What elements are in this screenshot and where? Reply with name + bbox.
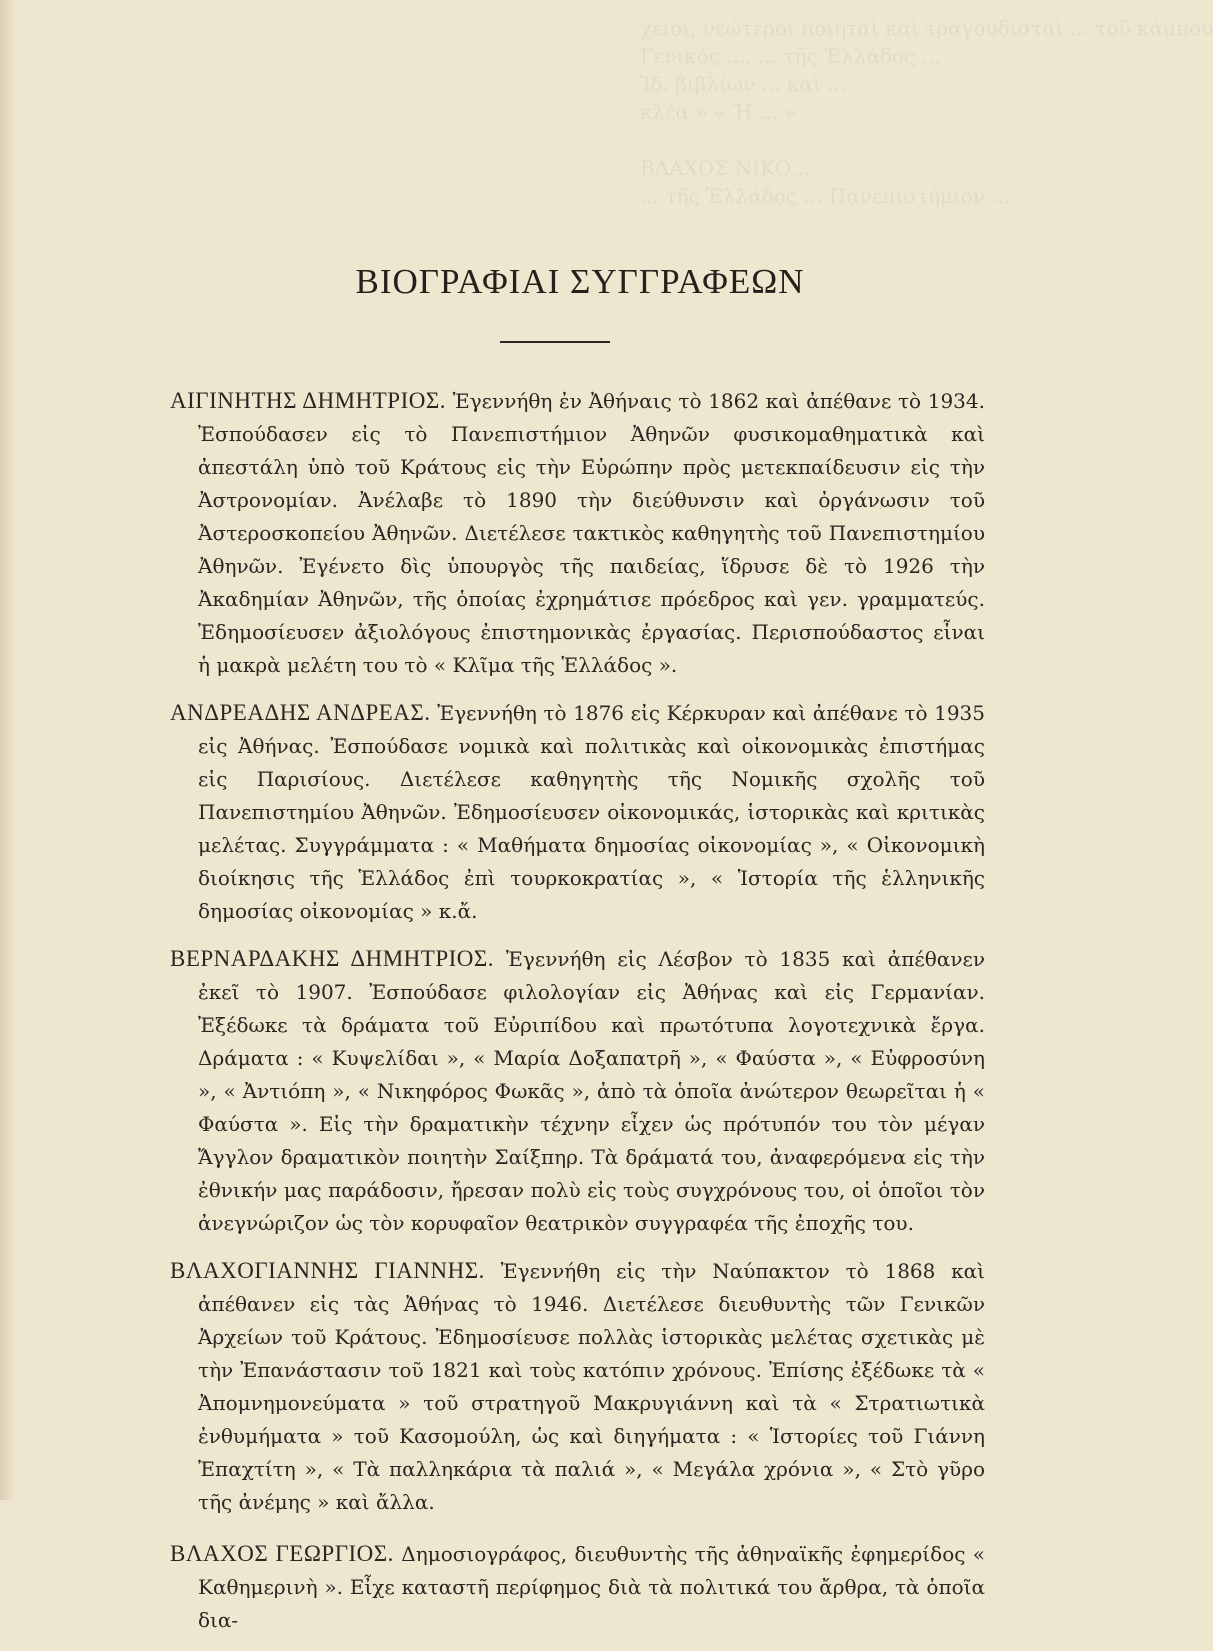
biography-text: Δημοσιογράφος, διευθυντὴς τῆς ἀθηναϊκῆς ἐφημερίδος « Καθημερινὴ ». Εἶχε καταστῆ περίφημος διὰ τὰ πολιτικά του ἄρθρα, τὰ ὁποῖα δια- [198,1542,986,1632]
bleed-line: ΒΛΑΧΟΣ ΝΙΚΟ... [640,156,811,180]
biography-entry [170,384,985,682]
biography-entry [170,942,985,1240]
author-name: ΒΛΑΧΟΓΙΑΝΝΗΣ ΓΙΑΝΝΗΣ. [170,1258,485,1283]
page-title: ΒΙΟΓΡΑΦΙΑΙ ΣΥΓΓΡΑΦΕΩΝ [355,262,805,301]
bleed-line [640,126,1140,154]
title-divider [500,341,610,343]
bleed-line: Ἰδ. βιβλίων ... καὶ ... [640,72,847,96]
bleed-line: χείοι, νεώτεροι ποιηταὶ καὶ τραγουδισταὶ ... τοῦ κάμπου [640,16,1213,40]
biography-paragraph [170,696,985,928]
biographies-list [170,384,985,1651]
biography-text: Ἐγεννήθη ἐν Ἀθήναις τὸ 1862 καὶ ἀπέθανε τὸ 1934. Ἐσπούδασεν εἰς τὸ Πανεπιστήμιον Ἀθηνῶν φυσικομαθηματικὰ καὶ ἀπεστάλη ὑπὸ τοῦ Κράτους εἰς τὴν Εὐρώπην πρὸς μετεκπαίδευσιν εἰς τὴν Ἀστρονομίαν. Ἀνέλαβε τὸ 1890 τὴν διεύθυνσιν καὶ ὀργάνωσιν τοῦ Ἀστεροσκοπείου Ἀθηνῶν. Διετέλεσε τακτικὸς καθηγητὴς τοῦ Πανεπιστημίου Ἀθηνῶν. Ἐγένετο δὶς ὑπουργὸς τῆς παιδείας, ἵδρυσε δὲ τὸ 1926 τὴν Ἀκαδημίαν Ἀθηνῶν, τῆς ὁποίας ἐχρημάτισε πρόεδρος καὶ γεν. γραμματεύς. Ἐδημοσίευσεν ἀξιολόγους ἐπιστημονικὰς ἐργασίας. Περισπούδαστος εἶναι ἡ μακρὰ μελέτη του τὸ « Κλῖμα τῆς Ἑλλάδος ». [198,389,985,677]
biography-entry [170,696,985,928]
bleed-line: ... τῆς Ἑλλάδος ... Πανεπιστήμιον ... [640,184,1011,208]
biography-paragraph [170,1254,985,1519]
author-name: ΑΝΔΡΕΑΔΗΣ ΑΝΔΡΕΑΣ. [170,700,431,725]
biography-paragraph [170,1537,985,1637]
biography-paragraph [170,942,985,1240]
biography-entry [170,1537,985,1637]
biography-entry [170,1254,985,1519]
bleed-line: Γενικὸς ..., ... τῆς Ἑλλάδος ... [640,44,941,68]
author-name: ΒΛΑΧΟΣ ΓΕΩΡΓΙΟΣ. [170,1541,394,1566]
page-edge-shadow [0,0,14,1500]
biography-paragraph [170,384,985,682]
bleed-line: κλέα » « Ἡ ... » [640,100,797,124]
biography-text: Ἐγεννήθη εἰς Λέσβον τὸ 1835 καὶ ἀπέθανεν ἐκεῖ τὸ 1907. Ἐσπούδασε φιλολογίαν εἰς Ἀθήνας καὶ εἰς Γερμανίαν. Ἐξέδωκε τὰ δράματα τοῦ Εὐριπίδου καὶ πρωτότυπα λογοτεχνικὰ ἔργα. Δράματα : « Κυψελίδαι », « Μαρία Δοξαπατρῆ », « Φαύστα », « Εὐφροσύνη », « Ἀντιόπη », « Νικηφόρος Φωκᾶς », ἀπὸ τὰ ὁποῖα ἀνώτερον θεωρεῖται ἡ « Φαύστα ». Εἰς τὴν δραματικὴν τέχνην εἶχεν ὡς πρότυπόν του τὸν μέγαν Ἄγγλον δραματικὸν ποιητὴν Σαίξπηρ. Τὰ δράματά του, ἀναφερόμενα εἰς τὴν ἐθνικήν μας παράδοσιν, ἤρεσαν πολὺ εἰς τοὺς συγχρόνους του, οἱ ὁποῖοι τὸν ἀνεγνώριζον ὡς τὸν κορυφαῖον θεατρικὸν συγγραφέα τῆς ἐποχῆς του. [198,947,985,1235]
author-name: ΒΕΡΝΑΡΔΑΚΗΣ ΔΗΜΗΤΡΙΟΣ. [170,946,495,971]
biography-text: Ἐγεννήθη εἰς τὴν Ναύπακτον τὸ 1868 καὶ ἀπέθανεν εἰς τὰς Ἀθήνας τὸ 1946. Διετέλεσε διευθυντὴς τῶν Γενικῶν Ἀρχείων τοῦ Κράτους. Ἐδημοσίευσε πολλὰς ἱστορικὰς μελέτας σχετικὰς μὲ τὴν Ἐπανάστασιν τοῦ 1821 καὶ τοὺς κατόπιν χρόνους. Ἐπίσης ἐξέδωκε τὰ « Ἀπομνημονεύματα » τοῦ στρατηγοῦ Μακρυγιάννη καὶ τὰ « Στρατιωτικὰ ἐνθυμήματα » τοῦ Κασομούλη, ὡς καὶ διηγήματα : « Ἱστορίες τοῦ Γιάννη Ἐπαχτίτη », « Τὰ παλληκάρια τὰ παλιά », « Μεγάλα χρόνια », « Στὸ γῦρο τῆς ἀνέμης » καὶ ἄλλα. [198,1259,985,1514]
biography-text: Ἐγεννήθη τὸ 1876 εἰς Κέρκυραν καὶ ἀπέθανε τὸ 1935 εἰς Ἀθήνας. Ἐσπούδασε νομικὰ καὶ πολιτικὰς καὶ οἰκονομικὰς ἐπιστήμας εἰς Παρισίους. Διετέλεσε καθηγητὴς τῆς Νομικῆς σχολῆς τοῦ Πανεπιστημίου Ἀθηνῶν. Ἐδημοσίευσεν οἰκονομικάς, ἱστορικὰς καὶ κριτικὰς μελέτας. Συγγράμματα : « Μαθήματα δημοσίας οἰκονομίας », « Οἰκονομικὴ διοίκησις τῆς Ἑλλάδος ἐπὶ τουρκοκρατίας », « Ἱστορία τῆς ἑλληνικῆς δημοσίας οἰκονομίας » κ.ἄ. [198,701,986,923]
bleed-through-text [640,14,1213,244]
author-name: ΑΙΓΙΝΗΤΗΣ ΔΗΜΗΤΡΙΟΣ. [170,388,446,413]
